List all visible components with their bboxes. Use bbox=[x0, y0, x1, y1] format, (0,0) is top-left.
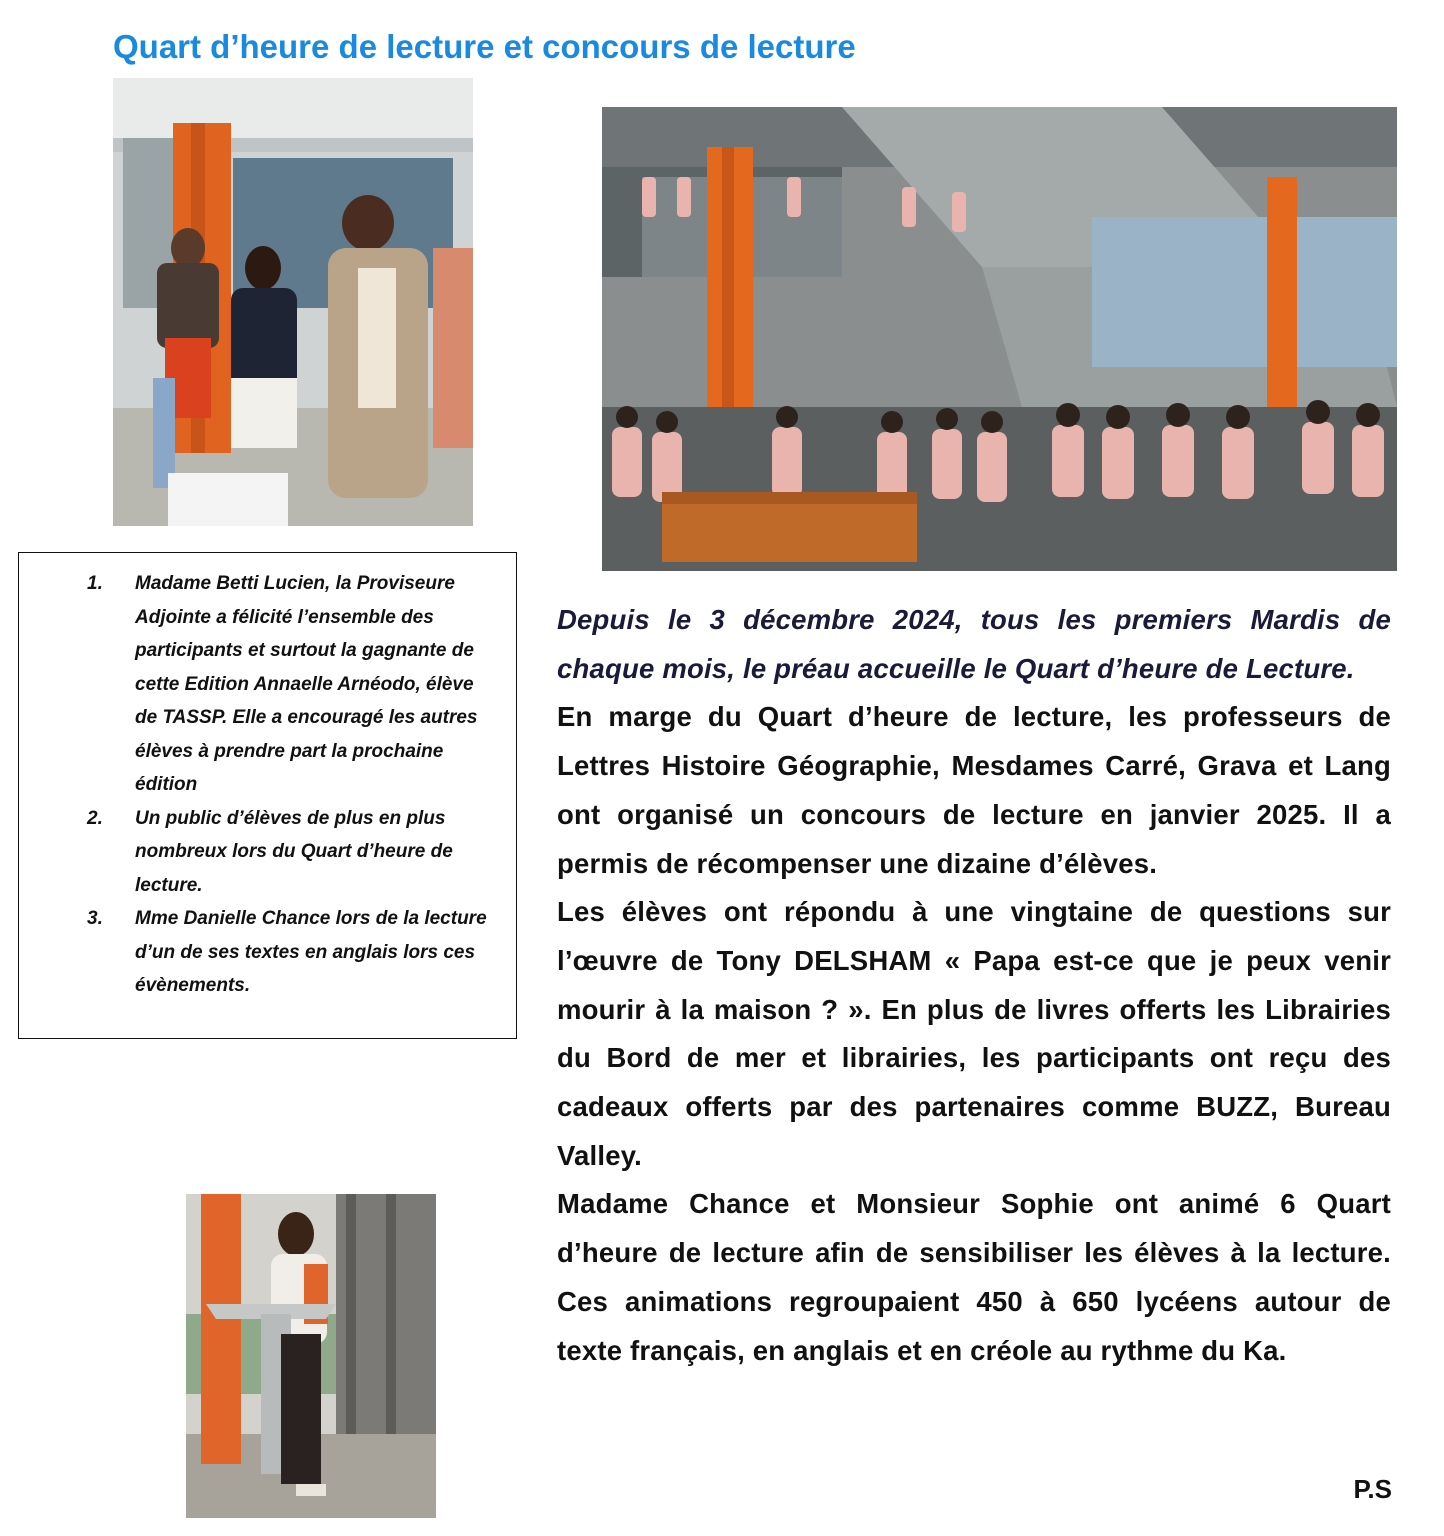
photo-proviseure-adjointe bbox=[113, 78, 473, 526]
article-paragraph: En marge du Quart d’heure de lecture, les professeurs de Lettres Histoire Géographie, Mesdames Carré, Grava et Lang ont organisé un concours de lecture en janvier 2025. Il a permis de récompenser une dizaine d’élèves. bbox=[557, 701, 1391, 879]
caption-text: Mme Danielle Chance lors de la lecture d’un de ses textes en anglais lors ces évènements. bbox=[135, 908, 487, 996]
page-title: Quart d’heure de lecture et concours de lecture bbox=[113, 28, 856, 65]
photo-public-eleves bbox=[602, 107, 1397, 571]
photo-public-eleves-image bbox=[602, 107, 1397, 571]
caption-number: 1. bbox=[87, 573, 103, 594]
article-paragraph: Madame Chance et Monsieur Sophie ont animé 6 Quart d’heure de lecture afin de sensibiliser les élèves à la lecture. Ces animations regroupaient 450 à 650 lycéens autour de texte français, en anglais et en créole au rythme du Ka. bbox=[557, 1188, 1391, 1366]
article-paragraph: Les élèves ont répondu à une vingtaine de questions sur l’œuvre de Tony DELSHAM « Papa est-ce que je peux venir mourir à la maison ? ». En plus de livres offerts les Librairies du Bord de mer et librairies, les participants ont reçu des cadeaux offerts par des partenaires comme BUZZ, Bureau Valley. bbox=[557, 896, 1391, 1171]
article-lead: Depuis le 3 décembre 2024, tous les premiers Mardis de chaque mois, le préau accueille le Quart d’heure de Lecture. bbox=[557, 604, 1391, 684]
article-body bbox=[557, 596, 1391, 1375]
caption-item bbox=[19, 567, 516, 802]
signature: P.S bbox=[1353, 1474, 1392, 1504]
photo-mme-chance-lecture-image bbox=[186, 1194, 436, 1518]
caption-box bbox=[18, 552, 517, 1039]
caption-item bbox=[19, 902, 516, 1003]
caption-item bbox=[19, 802, 516, 903]
photo-mme-chance-lecture bbox=[186, 1194, 436, 1518]
caption-number: 3. bbox=[87, 908, 103, 929]
photo-proviseure-adjointe-image bbox=[113, 78, 473, 526]
caption-number: 2. bbox=[87, 807, 103, 829]
caption-text: Madame Betti Lucien, la Proviseure Adjointe a félicité l’ensemble des participants et surtout la gagnante de cette Edition Annaelle Arnéodo, élève de TASSP. Elle a encouragé les autres élèves à prendre part la prochaine édition bbox=[135, 573, 478, 795]
caption-list bbox=[19, 567, 516, 1003]
caption-text: Un public d’élèves de plus en plus nombreux lors du Quart d’heure de lecture. bbox=[135, 807, 453, 896]
